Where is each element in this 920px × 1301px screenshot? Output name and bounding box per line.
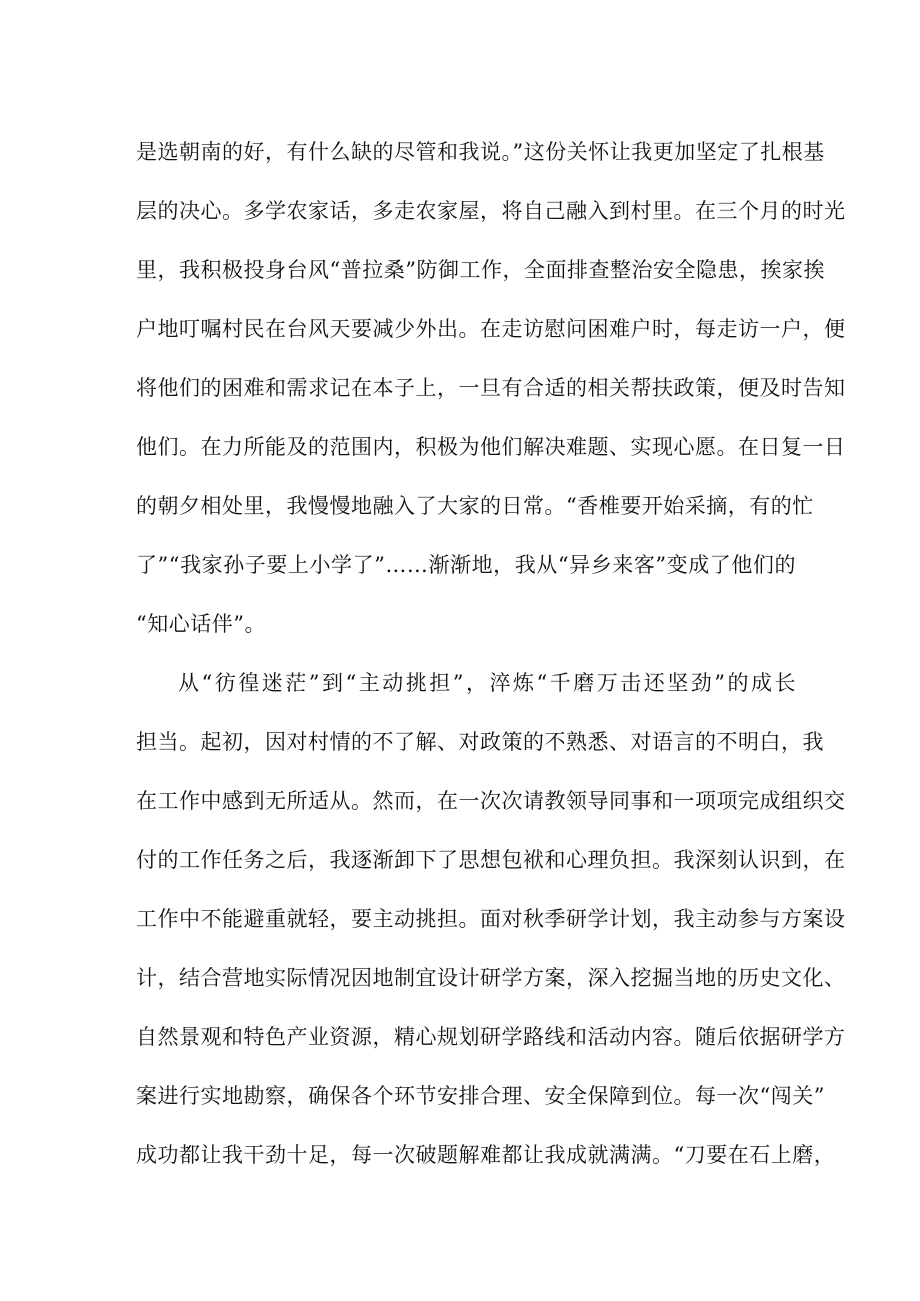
text-line: 从“彷徨迷茫”到“主动挑担”，淬炼“千磨万击还坚劲”的成长 (178, 671, 796, 695)
text-line: 了”“我家孙子要上小学了”……渐渐地，我从“异乡来客”变成了他们的 (136, 553, 796, 577)
text-line: 担当。起初，因对村情的不了解、对政策的不熟悉、对语言的不明白，我 (136, 730, 824, 754)
text-line: 户地叮嘱村民在台风天要减少外出。在走访慰问困难户时，每走访一户，便 (136, 317, 846, 341)
text-line: 是选朝南的好，有什么缺的尽管和我说。”这份关怀让我更加坚定了扎根基 (136, 140, 825, 164)
text-line: 他们。在力所能及的范围内，积极为他们解决难题、实现心愿。在日复一日 (136, 435, 846, 459)
text-line: 里，我积极投身台风“普拉桑”防御工作，全面排查整治安全隐患，挨家挨 (136, 258, 825, 282)
text-line: 层的决心。多学农家话，多走农家屋，将自己融入到村里。在三个月的时光 (136, 199, 846, 223)
text-line: 工作中不能避重就轻，要主动挑担。面对秋季研学计划，我主动参与方案设 (136, 907, 846, 931)
text-line: 案进行实地勘察，确保各个环节安排合理、安全保障到位。每一次“闯关” (136, 1084, 825, 1108)
text-line: 的朝夕相处里，我慢慢地融入了大家的日常。“香椎要开始采摘，有的忙 (136, 494, 814, 518)
text-line: “知心话伴”。 (136, 612, 266, 636)
text-line: 自然景观和特色产业资源，精心规划研学路线和活动内容。随后依据研学方 (136, 1025, 846, 1049)
text-line: 将他们的困难和需求记在本子上，一旦有合适的相关帮扶政策，便及时告知 (136, 376, 846, 400)
text-line: 计，结合营地实际情况因地制宜设计研学方案，深入挖掘当地的历史文化、 (136, 966, 846, 990)
text-line: 付的工作任务之后，我逐渐卸下了思想包袱和心理负担。我深刻认识到，在 (136, 848, 846, 872)
text-line: 成功都让我干劲十足，每一次破题解难都让我成就满满。“刀要在石上磨， (136, 1143, 836, 1167)
text-line: 在工作中感到无所适从。然而，在一次次请教领导同事和一项项完成组织交 (136, 789, 846, 813)
